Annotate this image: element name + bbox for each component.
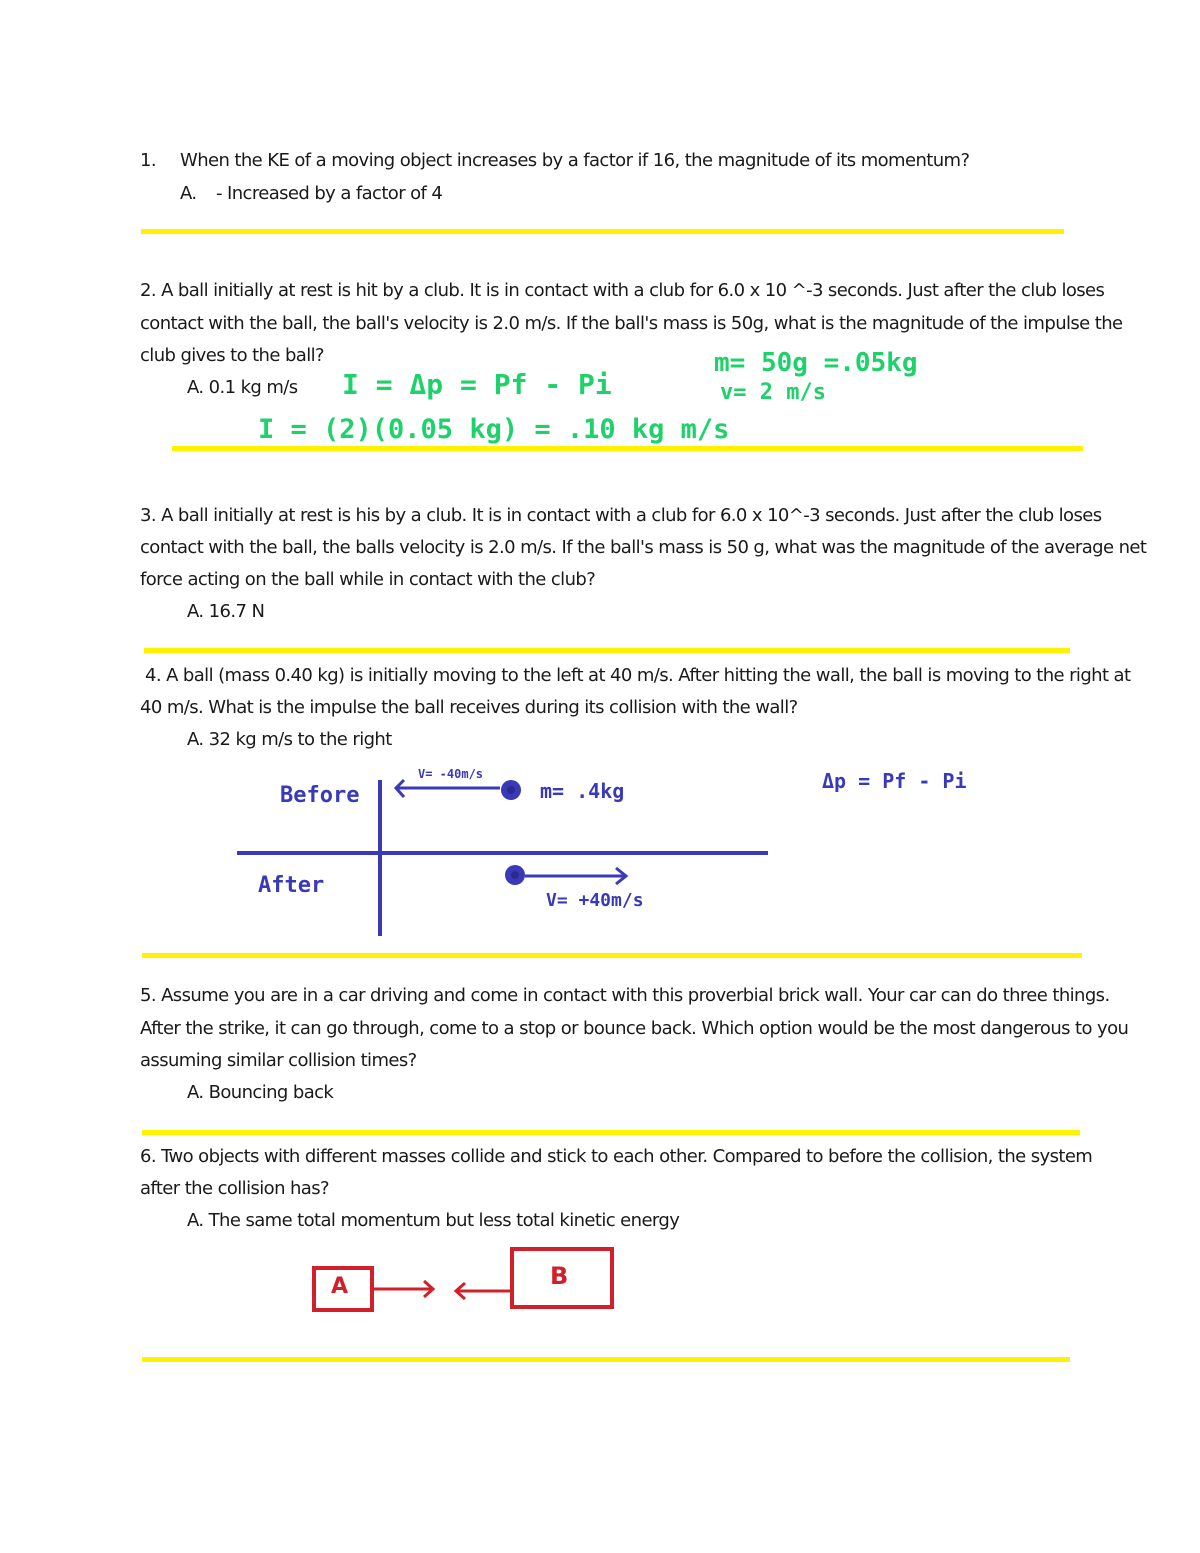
q6-line-1: 6. Two objects with different masses collide and stick to each other. Compared to before the collision, the system bbox=[140, 1146, 1093, 1167]
box-b-label: B bbox=[550, 1262, 569, 1290]
q2-line-1: 2. A ball initially at rest is hit by a club. It is in contact with a club for 6.0 x 10 ^-3 seconds. Just after the club loses bbox=[140, 280, 1105, 301]
q4-after-label: After bbox=[258, 873, 325, 898]
q2-handwritten-impulse-equation: I = Δp = Pf - Pi bbox=[342, 368, 612, 401]
divider-4 bbox=[142, 953, 1082, 958]
q1-answer: - Increased by a factor of 4 bbox=[216, 183, 443, 204]
q4-momentum-change: Δp = Pf - Pi bbox=[822, 769, 967, 793]
q1-number: 1. bbox=[140, 150, 156, 171]
q2-line-3: club gives to the ball? bbox=[140, 345, 324, 366]
ball-before-center bbox=[507, 786, 515, 794]
divider-5 bbox=[142, 1130, 1080, 1135]
q4-velocity-after: V= +40m/s bbox=[546, 890, 644, 911]
q4-before-label: Before bbox=[280, 783, 360, 808]
divider-6 bbox=[142, 1357, 1070, 1362]
ball-after-center bbox=[511, 871, 519, 879]
box-a-label: A bbox=[331, 1274, 349, 1299]
q3-line-2: contact with the ball, the balls velocity is 2.0 m/s. If the ball's mass is 50 g, what was the magnitude of the average net bbox=[140, 537, 1147, 558]
q3-line-3: force acting on the ball while in contact with the club? bbox=[140, 569, 596, 590]
q5-line-1: 5. Assume you are in a car driving and come in contact with this proverbial brick wall. Your car can do three things. bbox=[140, 985, 1110, 1006]
q2-handwritten-velocity: v= 2 m/s bbox=[720, 380, 826, 405]
q5-line-2: After the strike, it can go through, come to a stop or bounce back. Which option would be the most dangerous to you bbox=[140, 1018, 1129, 1039]
q4-velocity-before: V= -40m/s bbox=[418, 767, 484, 781]
q4-line-1: 4. A ball (mass 0.40 kg) is initially moving to the left at 40 m/s. After hitting the wall, the ball is moving to the right at bbox=[145, 665, 1131, 686]
q4-line-2: 40 m/s. What is the impulse the ball receives during its collision with the wall? bbox=[140, 697, 798, 718]
q5-answer: A. Bouncing back bbox=[187, 1082, 334, 1103]
q2-line-2: contact with the ball, the ball's velocity is 2.0 m/s. If the ball's mass is 50g, what is the magnitude of the impulse the bbox=[140, 313, 1123, 334]
q4-answer: A. 32 kg m/s to the right bbox=[187, 729, 392, 750]
q2-handwritten-calculation: I = (2)(0.05 kg) = .10 kg m/s bbox=[258, 414, 730, 445]
q6-line-2: after the collision has? bbox=[140, 1178, 329, 1199]
q3-answer: A. 16.7 N bbox=[187, 601, 265, 622]
q3-line-1: 3. A ball initially at rest is his by a club. It is in contact with a club for 6.0 x 10^-3 seconds. Just after the club loses bbox=[140, 505, 1102, 526]
q6-answer: A. The same total momentum but less total kinetic energy bbox=[187, 1210, 680, 1231]
q4-mass-label: m= .4kg bbox=[540, 779, 625, 803]
q5-line-3: assuming similar collision times? bbox=[140, 1050, 417, 1071]
q2-answer: A. 0.1 kg m/s bbox=[187, 377, 298, 398]
q1-answer-label: A. bbox=[180, 183, 197, 204]
q2-handwritten-mass: m= 50g =.05kg bbox=[714, 348, 918, 378]
q1-text: When the KE of a moving object increases by a factor if 16, the magnitude of its momentum? bbox=[180, 150, 970, 171]
